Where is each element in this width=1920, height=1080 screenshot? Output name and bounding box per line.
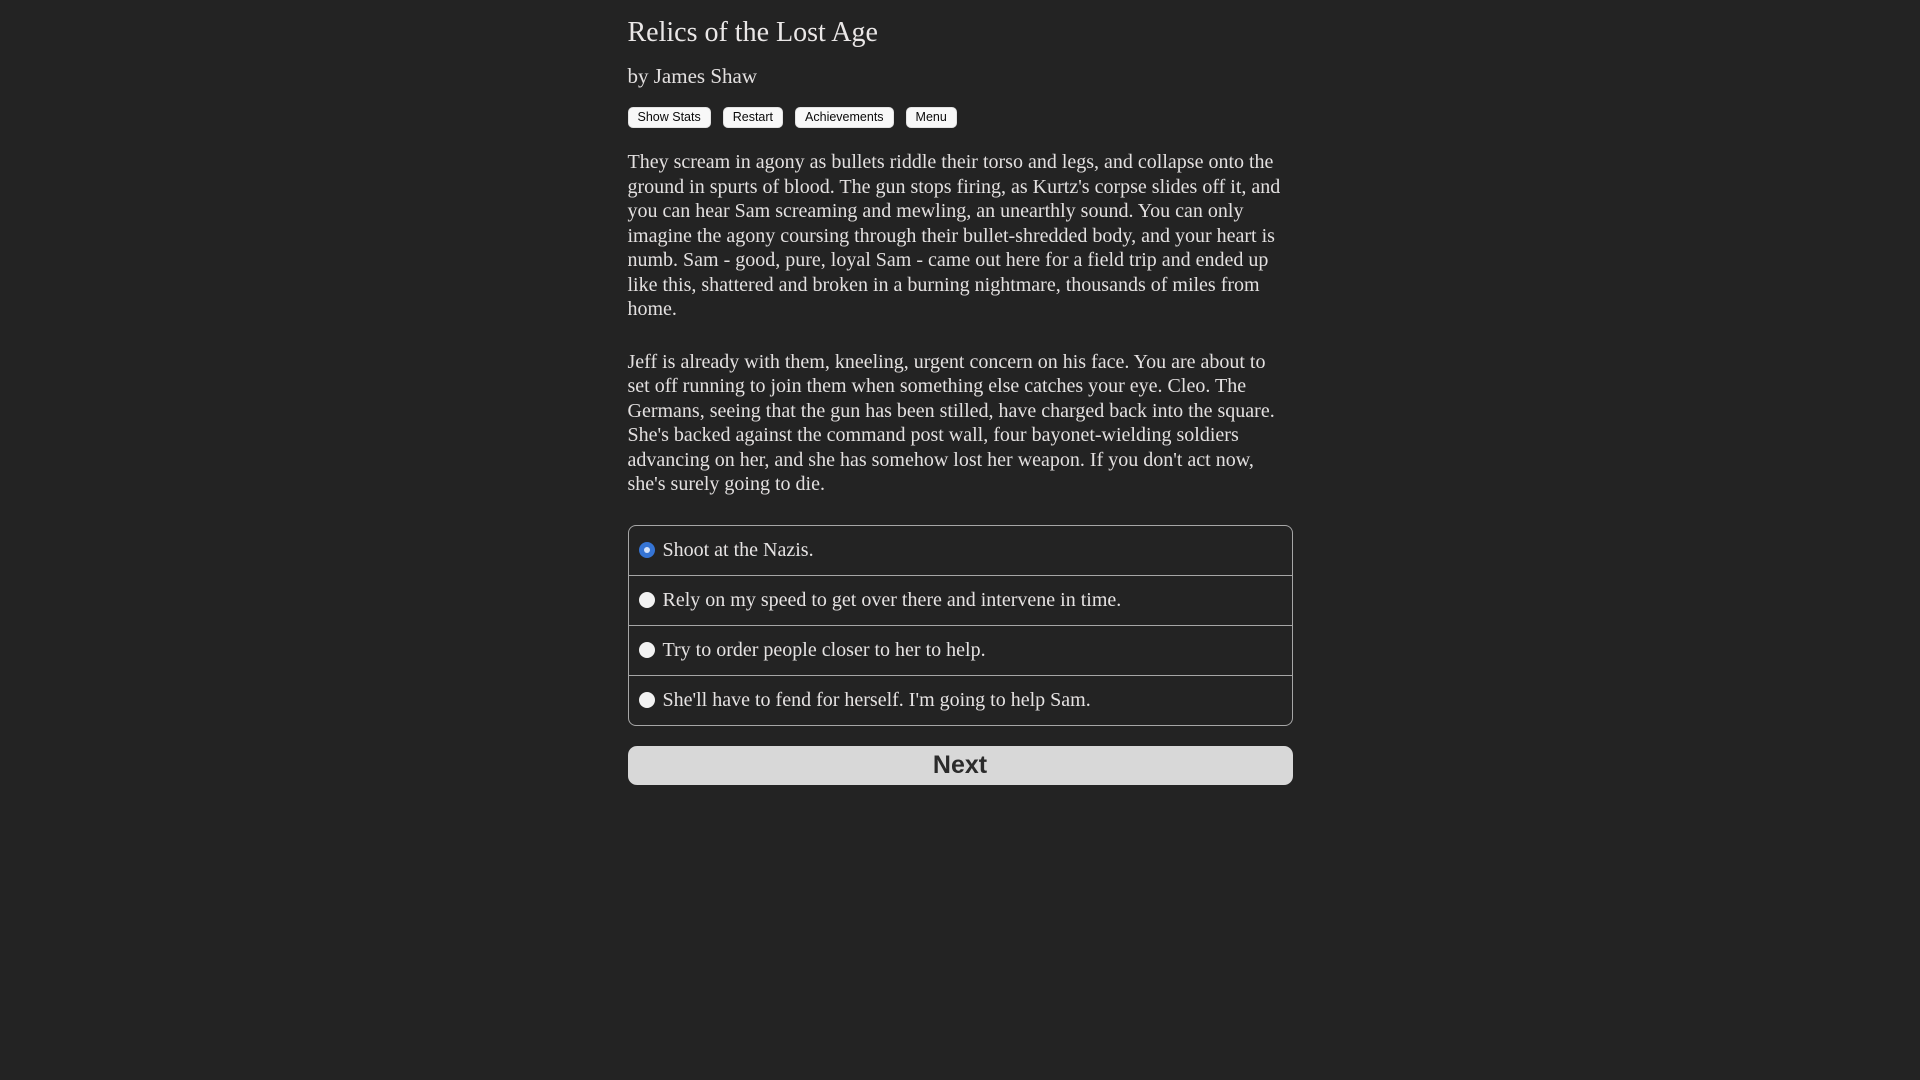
choice-option-2[interactable]: [629, 575, 1292, 625]
story-paragraph: Jeff is already with them, kneeling, urgent concern on his face. You are about to set off running to join them when something else catches your eye. Cleo. The Germans, seeing that the gun has been stilled, have charged back into the square. She's backed against the command post wall, four bayonet-wielding soldiers advancing on her, and she has somehow lost her weapon. If you don't act now, she's surely going to die.: [627, 350, 1275, 496]
game-content-column: [628, 0, 1293, 785]
author-byline: by James Shaw: [627, 63, 757, 88]
story-text: [628, 150, 1293, 497]
restart-button[interactable]: Restart: [723, 107, 783, 128]
game-title: Relics of the Lost Age: [627, 17, 878, 48]
choice-options-box: [628, 525, 1293, 726]
choice-option-label: Try to order people closer to her to help.: [662, 638, 986, 661]
choice-option-1[interactable]: [629, 526, 1292, 575]
menu-button[interactable]: Menu: [906, 107, 957, 128]
choice-option-label: She'll have to fend for herself. I'm going to help Sam.: [662, 688, 1091, 711]
choice-option-3[interactable]: [629, 625, 1292, 675]
radio-button-icon[interactable]: [639, 692, 655, 708]
show-stats-button[interactable]: Show Stats: [628, 107, 711, 128]
next-button[interactable]: Next: [628, 746, 1293, 785]
radio-button-icon[interactable]: [639, 642, 655, 658]
choice-option-4[interactable]: [629, 675, 1292, 725]
radio-button-selected-icon[interactable]: [639, 542, 655, 558]
achievements-button[interactable]: Achievements: [795, 107, 894, 128]
radio-button-icon[interactable]: [639, 592, 655, 608]
choice-option-label: Rely on my speed to get over there and intervene in time.: [662, 588, 1122, 611]
choice-option-label: Shoot at the Nazis.: [662, 538, 814, 561]
story-paragraph: They scream in agony as bullets riddle their torso and legs, and collapse onto the ground in spurts of blood. The gun stops firing, as Kurtz's corpse slides off it, and you can hear Sam screaming and mewling, an unearthly sound. You can only imagine the agony coursing through their bullet-shredded body, and your heart is numb. Sam - good, pure, loyal Sam - came out here for a field trip and ended up like this, shattered and broken in a burning nightmare, thousands of miles from home.: [627, 151, 1281, 321]
toolbar: [628, 107, 1293, 128]
